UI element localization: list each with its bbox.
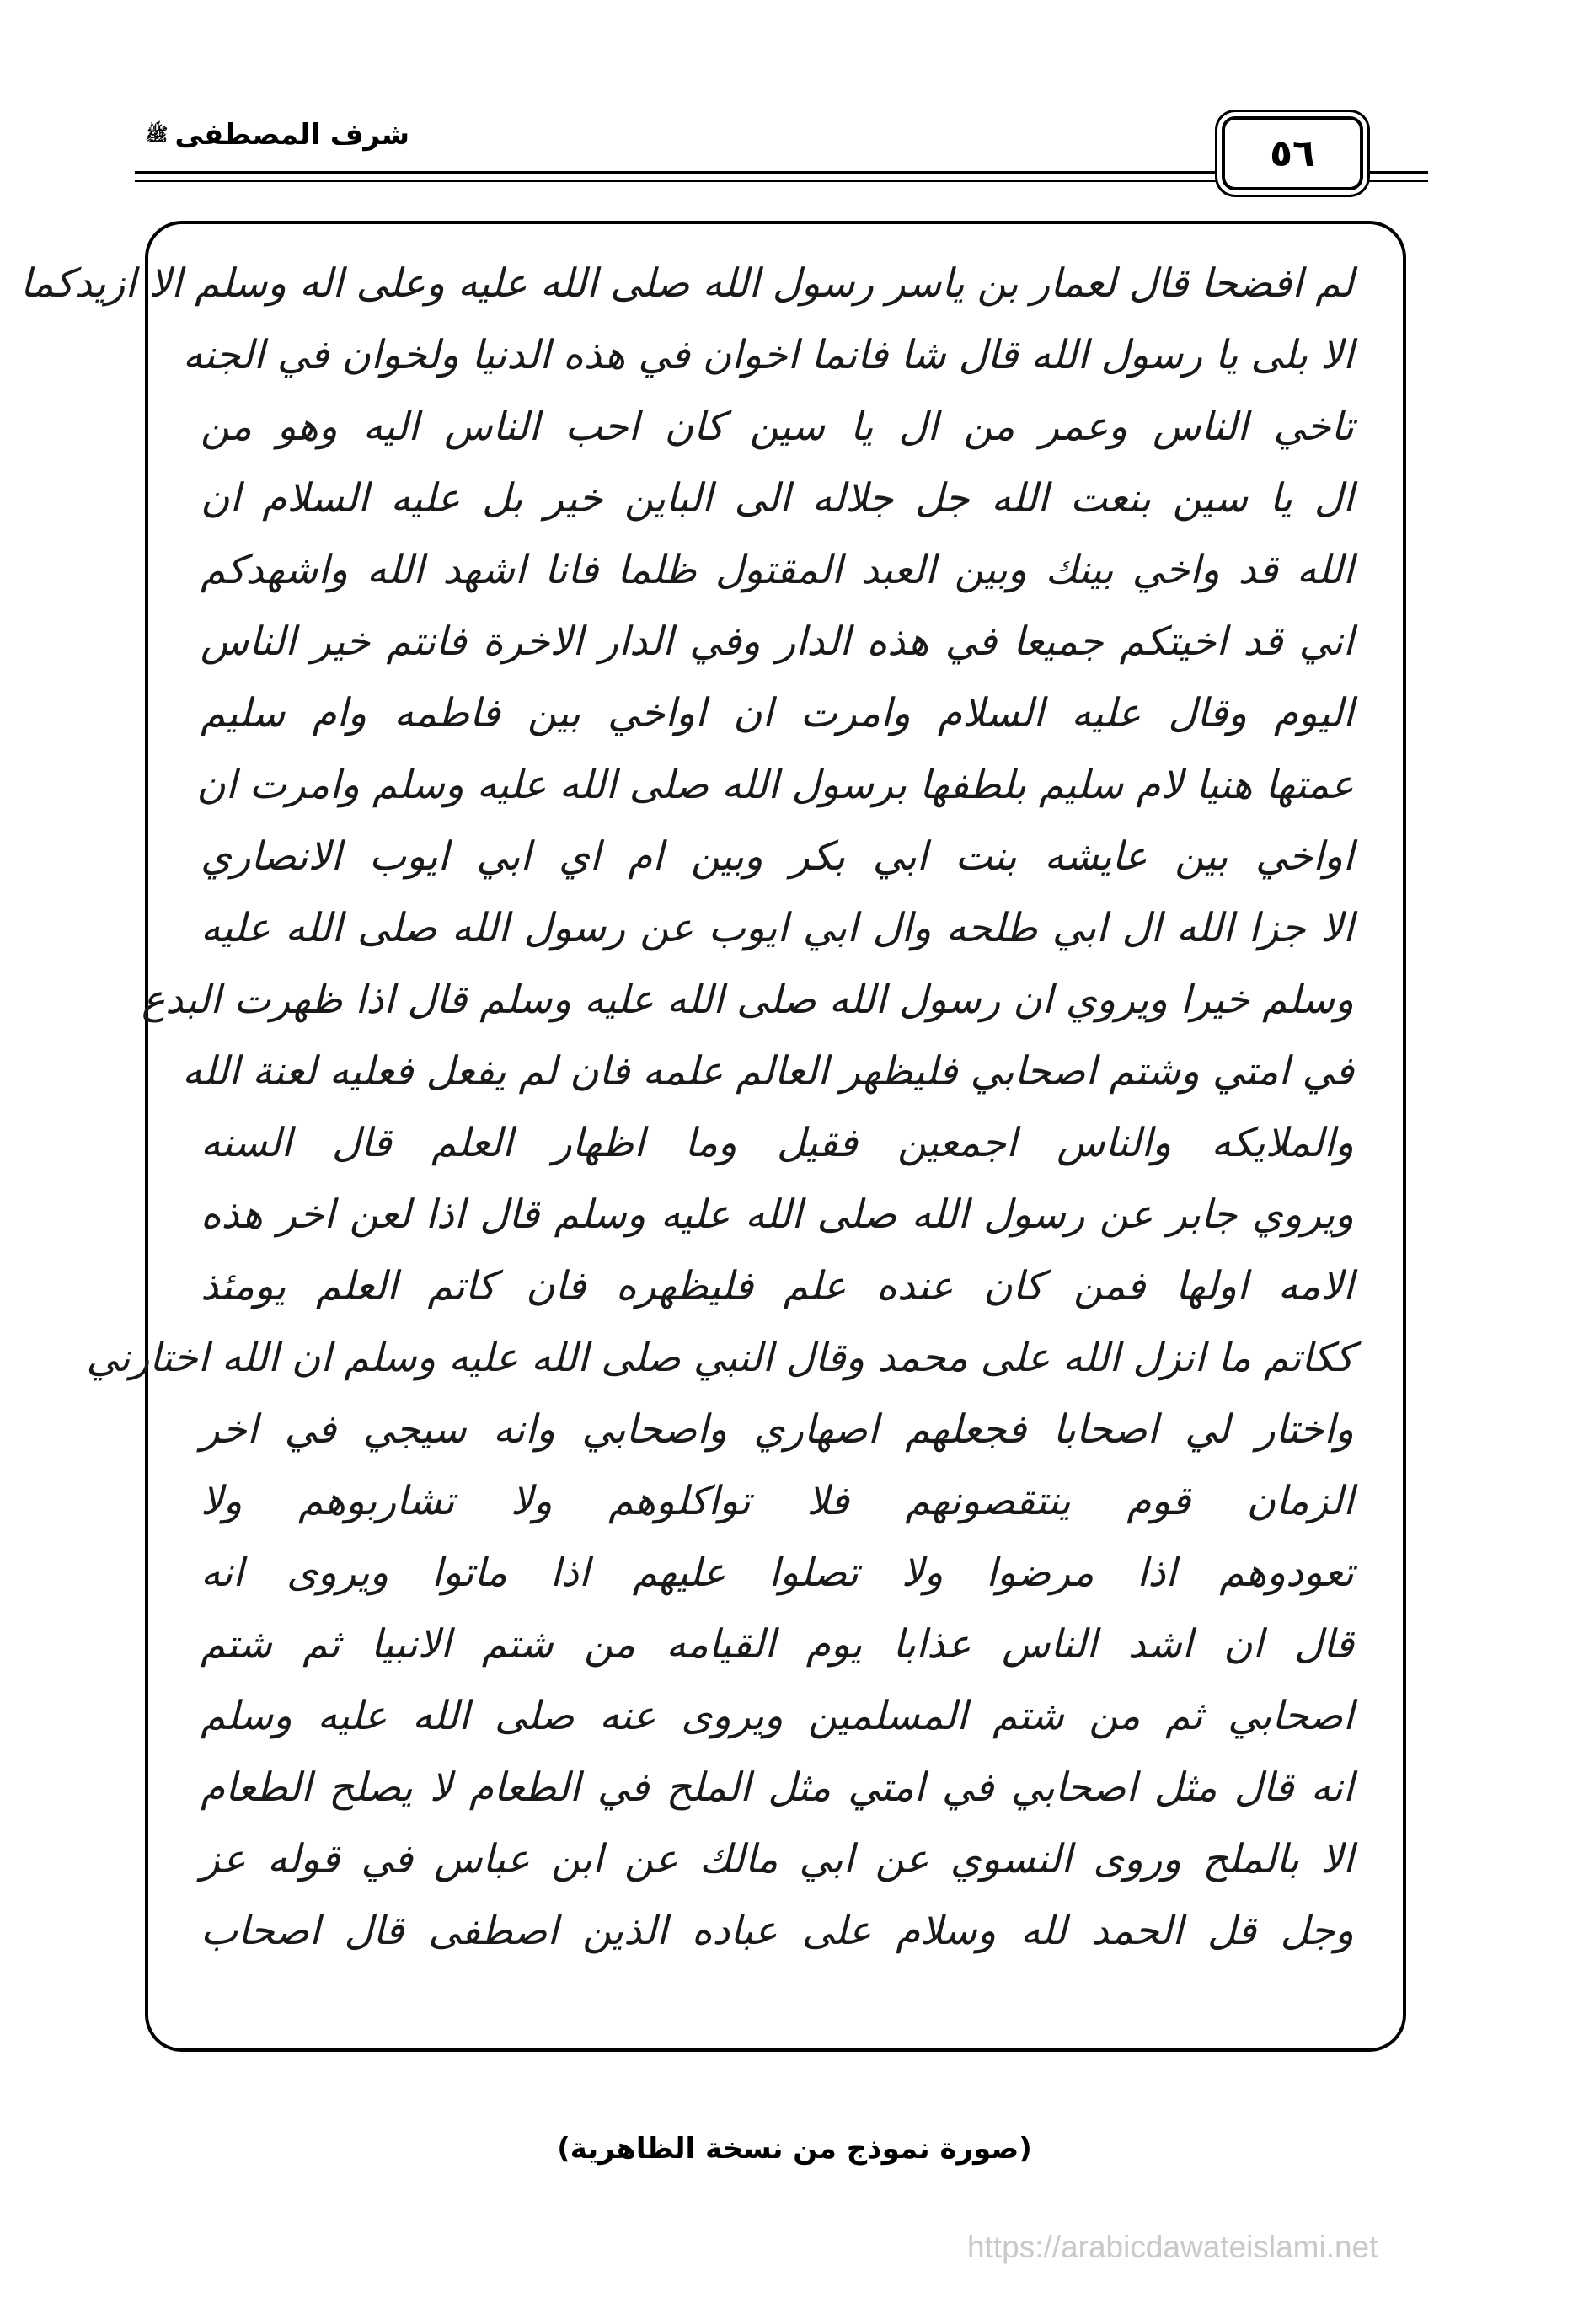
manuscript-text	[20, 248, 1354, 1967]
manuscript-line: عمتها هنيا لام سليم بلطفها برسول الله صلى الله عليه وسلم وامرت ان	[196, 762, 1354, 808]
figure-caption: (صورة نموذج من نسخة الظاهرية)	[557, 2132, 1032, 2166]
manuscript-line: ويروي جابر عن رسول الله صلى الله عليه وسلم قال اذا لعن اخر هذه	[201, 1191, 1354, 1238]
manuscript-line: الامه اولها فمن كان عنده علم فليظهره فان كاتم العلم يومئذ	[201, 1263, 1354, 1309]
manuscript-line: الزمان قوم ينتقصونهم فلا تواكلوهم ولا تشاربوهم ولا	[201, 1478, 1354, 1524]
manuscript-image-frame	[20, 221, 1406, 2052]
book-title	[146, 118, 409, 152]
manuscript-line: الا بلى يا رسول الله قال شا فانما اخوان في هذه الدنيا ولخوان في الجنه	[182, 332, 1354, 378]
manuscript-line: انه قال مثل اصحابي في امتي مثل الملح في الطعام لا يصلح الطعام	[201, 1764, 1354, 1811]
page-number-badge	[1222, 116, 1363, 190]
manuscript-line: اصحابي ثم من شتم المسلمين ويروى عنه صلى الله عليه وسلم	[201, 1693, 1354, 1739]
manuscript-line: وجل قل الحمد لله وسلام على عباده الذين اصطفى قال اصحاب	[201, 1908, 1354, 1954]
manuscript-line: الا جزا الله ال ابي طلحه وال ابي ايوب عن رسول الله صلى الله عليه	[201, 905, 1354, 951]
manuscript-line: تاخي الناس وعمر من ال يا سين كان احب الناس اليه وهو من	[201, 404, 1354, 450]
salawat-glyph: ﷺ	[145, 124, 169, 146]
manuscript-line: الا بالملح وروى النسوي عن ابي مالك عن ابن عباس في قوله عز	[201, 1836, 1354, 1882]
manuscript-line: والملايكه والناس اجمعين فقيل وما اظهار العلم قال السنه	[201, 1120, 1354, 1166]
book-title-text: شرف المصطفى	[174, 118, 409, 152]
manuscript-line: الله قد واخي بينك وبين العبد المقتول ظلما فانا اشهد الله واشهدكم	[201, 547, 1354, 593]
manuscript-line: ال يا سين بنعت الله جل جلاله الى الباين خير بل عليه السلام ان	[201, 475, 1354, 522]
manuscript-line: واختار لي اصحابا فجعلهم اصهاري واصحابي وانه سيجي في اخر	[201, 1406, 1354, 1453]
page-number: ٥٦	[1270, 131, 1315, 175]
manuscript-line: في امتي وشتم اصحابي فليظهر العالم علمه فان لم يفعل فعليه لعنة الله	[182, 1048, 1354, 1095]
manuscript-line: تعودوهم اذا مرضوا ولا تصلوا عليهم اذا ماتوا ويروى انه	[201, 1550, 1354, 1596]
watermark-url: https://arabicdawateislami.net	[967, 2230, 1378, 2264]
manuscript-line: قال ان اشد الناس عذابا يوم القيامه من شتم الانبيا ثم شتم	[201, 1621, 1354, 1668]
manuscript-line: اواخي بين عايشه بنت ابي بكر وبين ام اي ابي ايوب الانصاري	[201, 833, 1354, 880]
manuscript-line: لم افضحا قال لعمار بن ياسر رسول الله صلى الله عليه وعلى اله وسلم الا ازيدكما	[20, 260, 1354, 307]
manuscript-line: اني قد اخيتكم جميعا في هذه الدار وفي الدار الاخرة فانتم خير الناس	[201, 618, 1354, 665]
manuscript-line: وسلم خيرا ويروي ان رسول الله صلى الله عليه وسلم قال اذا ظهرت البدع	[142, 977, 1354, 1023]
manuscript-line: ككاتم ما انزل الله على محمد وقال النبي صلى الله عليه وسلم ان الله اختارني	[86, 1335, 1354, 1381]
manuscript-line: اليوم وقال عليه السلام وامرت ان اواخي بين فاطمه وام سليم	[201, 690, 1354, 736]
